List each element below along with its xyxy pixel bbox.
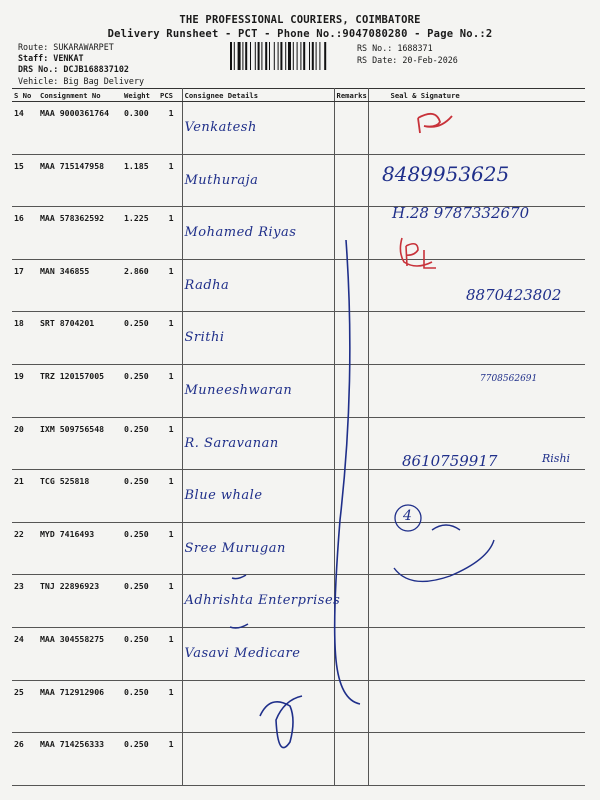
cell-pcs: 1	[158, 154, 182, 207]
handwritten-consignee: Adhrishta Enterprises	[184, 593, 341, 609]
cell-consignee	[182, 470, 334, 523]
cell-remarks	[334, 102, 368, 155]
handwritten-consignee: Muneeshwaran	[184, 382, 293, 398]
barcode-bar	[297, 42, 298, 70]
cell-sno: 19	[12, 364, 38, 417]
phone-row20: 7708562691	[480, 374, 538, 384]
barcode-bar	[230, 42, 232, 70]
table-row	[12, 417, 585, 470]
barcode-bar	[309, 42, 310, 70]
cell-sno: 23	[12, 575, 38, 628]
cell-consignment: TRZ 120157005	[38, 364, 122, 417]
phone-row22: 8610759917	[402, 452, 498, 470]
cell-consignee	[182, 733, 334, 786]
cell-remarks	[334, 733, 368, 786]
cell-consignment: MYD 7416493	[38, 522, 122, 575]
phone-row15: 8489953625	[382, 162, 510, 186]
cell-signature	[368, 364, 585, 417]
cell-consignee	[182, 364, 334, 417]
cell-remarks	[334, 364, 368, 417]
cell-consignment: MAA 9000361764	[38, 102, 122, 155]
barcode	[230, 42, 352, 70]
col-sno: S No	[12, 89, 38, 102]
cell-weight: 1.185	[122, 154, 158, 207]
cell-consignee	[182, 417, 334, 470]
phone-row16: H.28 9787332670	[392, 204, 530, 222]
cell-consignment: MAA 712912906	[38, 680, 122, 733]
table-row	[12, 627, 585, 680]
cell-pcs: 1	[158, 470, 182, 523]
col-remarks: Remarks	[334, 89, 368, 102]
cell-sno: 14	[12, 102, 38, 155]
cell-signature	[368, 575, 585, 628]
cell-weight: 0.250	[122, 733, 158, 786]
barcode-bar	[269, 42, 270, 70]
barcode-bar	[234, 42, 235, 70]
cell-sno: 25	[12, 680, 38, 733]
cell-signature	[368, 312, 585, 365]
cell-remarks	[334, 680, 368, 733]
cell-consignment: MAA 715147958	[38, 154, 122, 207]
barcode-bar	[312, 42, 314, 70]
handwritten-consignee: Srithi	[184, 330, 225, 346]
cell-consignee	[182, 154, 334, 207]
cell-remarks	[334, 470, 368, 523]
cell-weight: 1.225	[122, 207, 158, 260]
cell-pcs: 1	[158, 102, 182, 155]
cell-pcs: 1	[158, 312, 182, 365]
cell-remarks	[334, 312, 368, 365]
cell-weight: 0.250	[122, 680, 158, 733]
handwritten-consignee: Sree Murugan	[184, 540, 286, 556]
cell-consignment: TNJ 22896923	[38, 575, 122, 628]
barcode-bar	[285, 42, 286, 70]
barcode-bar	[274, 42, 275, 70]
cell-consignee	[182, 627, 334, 680]
cell-sno: 15	[12, 154, 38, 207]
rs-date: RS Date: 20-Feb-2026	[357, 55, 458, 65]
barcode-bar	[319, 42, 320, 70]
handwritten-consignee: R. Saravanan	[184, 435, 279, 451]
table-row	[12, 102, 585, 155]
cell-sno: 26	[12, 733, 38, 786]
cell-weight: 0.250	[122, 312, 158, 365]
barcode-bar	[245, 42, 247, 70]
cell-pcs: 1	[158, 522, 182, 575]
cell-remarks	[334, 417, 368, 470]
cell-remarks	[334, 259, 368, 312]
cell-pcs: 1	[158, 733, 182, 786]
barcode-bar	[300, 42, 301, 70]
cell-signature	[368, 733, 585, 786]
cell-consignment: TCG 525818	[38, 470, 122, 523]
cell-remarks	[334, 207, 368, 260]
runsheet-subtitle: Delivery Runsheet - PCT - Phone No.:9047080280 - Page No.:2	[107, 28, 493, 40]
handwritten-consignee: Vasavi Medicare	[184, 645, 301, 661]
header-right	[357, 42, 458, 66]
cell-pcs: 1	[158, 627, 182, 680]
cell-consignment: MAA 304558275	[38, 627, 122, 680]
barcode-bar	[324, 42, 326, 70]
mark-row23: 4	[403, 508, 412, 524]
barcode-bar	[250, 42, 251, 70]
cell-consignee	[182, 680, 334, 733]
cell-consignee	[182, 522, 334, 575]
cell-remarks	[334, 154, 368, 207]
barcode-bar	[258, 42, 260, 70]
company-title: THE PROFESSIONAL COURIERS, COIMBATORE	[179, 14, 421, 26]
cell-sno: 24	[12, 627, 38, 680]
barcode-bar	[238, 42, 241, 70]
barcode-bar	[303, 42, 305, 70]
table-row	[12, 470, 585, 523]
cell-consignee	[182, 102, 334, 155]
table-row	[12, 364, 585, 417]
table-row	[12, 680, 585, 733]
cell-sno: 21	[12, 470, 38, 523]
cell-signature	[368, 627, 585, 680]
cell-signature	[368, 102, 585, 155]
col-weight: Weight	[122, 89, 158, 102]
handwritten-consignee: Venkatesh	[184, 120, 257, 135]
cell-weight: 0.300	[122, 102, 158, 155]
barcode-bar	[278, 42, 279, 70]
cell-pcs: 1	[158, 207, 182, 260]
cell-weight: 0.250	[122, 522, 158, 575]
cell-pcs: 1	[158, 417, 182, 470]
barcode-bar	[261, 42, 262, 70]
col-signature: Seal & Signature	[368, 89, 585, 102]
barcode-bar	[280, 42, 282, 70]
barcode-bar	[288, 42, 291, 70]
cell-weight: 0.250	[122, 364, 158, 417]
cell-consignment: MAA 714256333	[38, 733, 122, 786]
cell-signature	[368, 522, 585, 575]
cell-sno: 16	[12, 207, 38, 260]
header-left	[18, 42, 144, 87]
cell-sno: 17	[12, 259, 38, 312]
cell-pcs: 1	[158, 680, 182, 733]
route-label: Route: SUKARAWARPET	[18, 42, 114, 52]
cell-weight: 0.250	[122, 417, 158, 470]
cell-consignee	[182, 575, 341, 628]
cell-signature	[368, 680, 585, 733]
cell-remarks	[334, 522, 368, 575]
barcode-bar	[265, 42, 267, 70]
vehicle-label: Vehicle: Big Bag Delivery	[18, 75, 145, 86]
cell-sno: 18	[12, 312, 38, 365]
cell-weight: 2.860	[122, 259, 158, 312]
table-row	[12, 733, 585, 786]
table-header-row	[12, 89, 585, 102]
cell-consignment: SRT 8704201	[38, 312, 122, 365]
cell-remarks	[334, 627, 368, 680]
handwritten-consignee: Blue whale	[184, 488, 263, 504]
cell-pcs: 1	[158, 575, 182, 628]
cell-weight: 0.250	[122, 627, 158, 680]
rs-number: RS No.: 1688371	[357, 43, 433, 53]
staff-label: Staff: VENKAT	[18, 53, 84, 64]
cell-weight: 0.250	[122, 575, 158, 628]
barcode-bar	[255, 42, 256, 70]
col-pcs: PCS	[158, 89, 182, 102]
cell-consignee	[182, 312, 334, 365]
cell-consignment: IXM 509756548	[38, 417, 122, 470]
barcode-bar	[316, 42, 317, 70]
cell-pcs: 1	[158, 364, 182, 417]
cell-consignment: MAA 578362592	[38, 207, 122, 260]
cell-consignee	[182, 207, 334, 260]
name-row22: Rishi	[542, 452, 571, 465]
phone-row18: 8870423802	[466, 286, 562, 304]
table-row	[12, 522, 585, 575]
table-row	[12, 575, 585, 628]
cell-pcs: 1	[158, 259, 182, 312]
barcode-bar	[242, 42, 243, 70]
cell-sno: 20	[12, 417, 38, 470]
handwritten-consignee: Radha	[184, 277, 230, 293]
cell-weight: 0.250	[122, 470, 158, 523]
cell-consignee	[182, 259, 334, 312]
drs-label: DRS No.: DCJB168837102	[18, 64, 129, 75]
cell-consignment: MAN 346855	[38, 259, 122, 312]
barcode-bar	[293, 42, 294, 70]
cell-sno: 22	[12, 522, 38, 575]
col-consignment: Consignment No	[38, 89, 122, 102]
col-consignee: Consignee Details	[182, 89, 334, 102]
cell-signature	[368, 470, 585, 523]
handwritten-consignee: Muthuraja	[184, 172, 259, 188]
handwritten-consignee: Mohamed Riyas	[184, 225, 297, 241]
runsheet-table	[12, 88, 585, 786]
table-row	[12, 312, 585, 365]
